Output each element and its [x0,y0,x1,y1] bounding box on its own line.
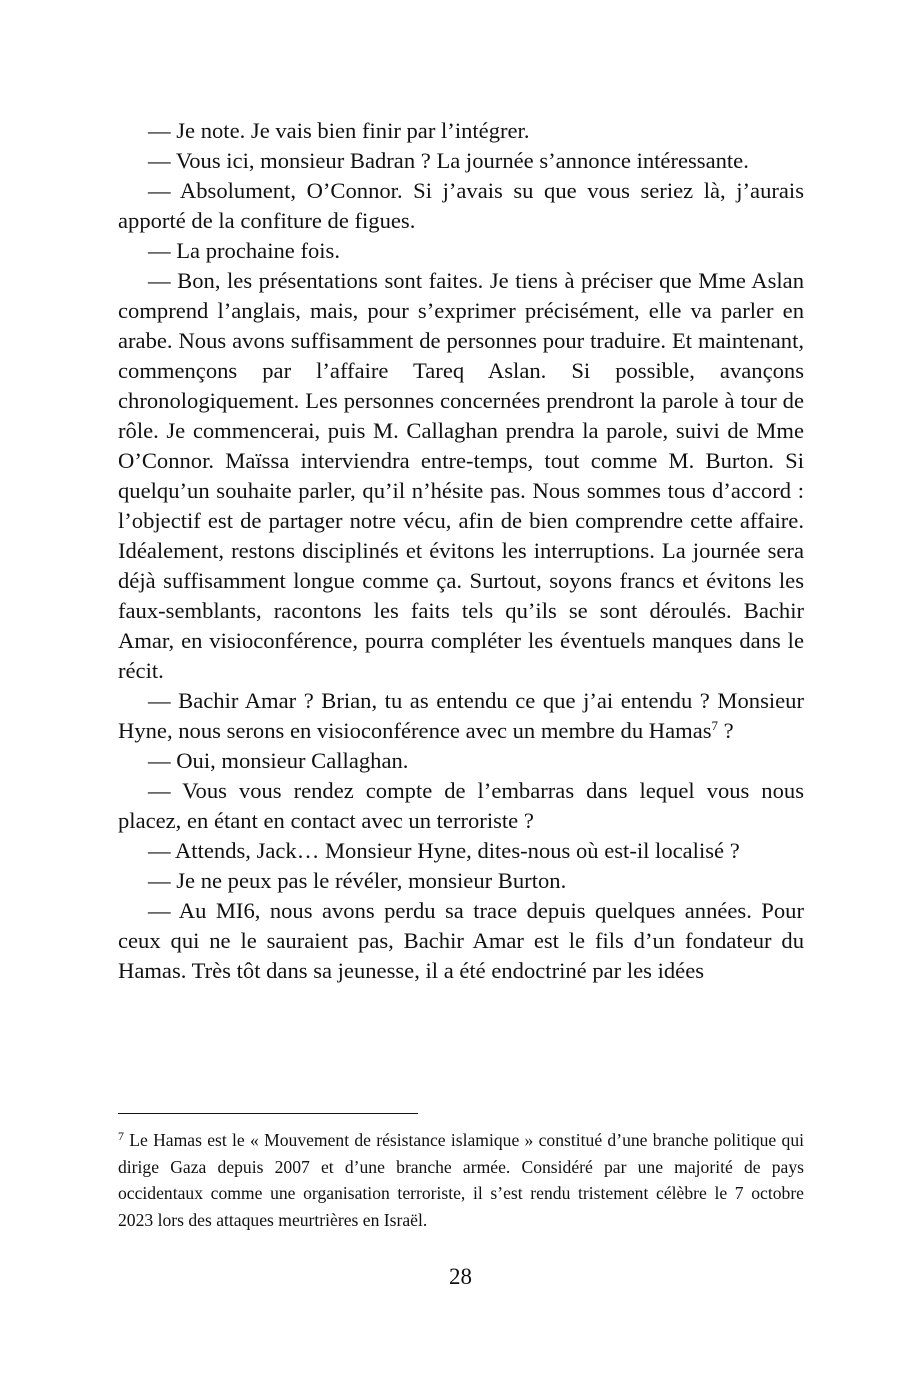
paragraph-1: — Je note. Je vais bien finir par l’intégrer. [148,118,530,143]
paragraph-3: — Absolument, O’Connor. Si j’avais su que vous seriez là, j’aurais apporté de la confiture de figues. [118,178,804,233]
paragraph-11: — Au MI6, nous avons perdu sa trace depuis quelques années. Pour ceux qui ne le sauraient pas, Bachir Amar est le fils d’un fondateur du Hamas. Très tôt dans sa jeunesse, il a été endoctriné par les idées [118,898,804,983]
paragraph-2: — Vous ici, monsieur Badran ? La journée s’annonce intéressante. [148,148,749,173]
page-number: 28 [449,1264,472,1289]
paragraph-6-end: ? [718,718,734,743]
paragraph-4: — La prochaine fois. [148,238,340,263]
paragraph-10: — Je ne peux pas le révéler, monsieur Burton. [148,868,567,893]
paragraph-7: — Oui, monsieur Callaghan. [148,748,409,773]
footnote-text: Le Hamas est le « Mouvement de résistance islamique » constitué d’une branche politique qui dirige Gaza depuis 2007 et d’une branche armée. Considéré par une majorité de pays occidentaux comme une organisation terroriste, il s’est rendu tristement célèbre le 7 octobre 2023 lors des attaques meurtrières en Israël. [118,1130,804,1230]
footnote-number: 7 [118,1129,124,1143]
body-text [118,116,804,986]
paragraph-5: — Bon, les présentations sont faites. Je tiens à préciser que Mme Aslan comprend l’anglais, mais, pour s’exprimer précisément, elle va parler en arabe. Nous avons suffisamment de personnes pour traduire. Et maintenant, commençons par l’affaire Tareq Aslan. Si possible, avançons chronologiquement. Les personnes concernées prendront la parole à tour de rôle. Je commencerai, puis M. Callaghan prendra la parole, suivi de Mme O’Connor. Maïssa interviendra entre-temps, tout comme M. Burton. Si quelqu’un souhaite parler, qu’il n’hésite pas. Nous sommes tous d’accord : l’objectif est de partager notre vécu, afin de bien comprendre cette affaire. Idéalement, restons disciplinés et évitons les interruptions. La journée sera déjà suffisamment longue comme ça. Surtout, soyons francs et évitons les faux-semblants, racontons les faits tels qu’ils se sont déroulés. Bachir Amar, en visioconférence, pourra compléter les éventuels manques dans le récit. [118,268,804,683]
paragraph-6 [118,686,804,746]
footnote-reference: 7 [711,718,719,733]
footnote [118,1127,804,1233]
footnote-divider [118,1113,418,1114]
paragraph-8: — Vous vous rendez compte de l’embarras dans lequel vous nous placez, en étant en contact avec un terroriste ? [118,778,804,833]
paragraph-6-text: — Bachir Amar ? Brian, tu as entendu ce que j’ai entendu ? Monsieur Hyne, nous serons en visioconférence avec un membre du Hamas [118,688,804,743]
page-body [118,116,804,986]
paragraph-9: — Attends, Jack… Monsieur Hyne, dites-nous où est-il localisé ? [148,838,740,863]
